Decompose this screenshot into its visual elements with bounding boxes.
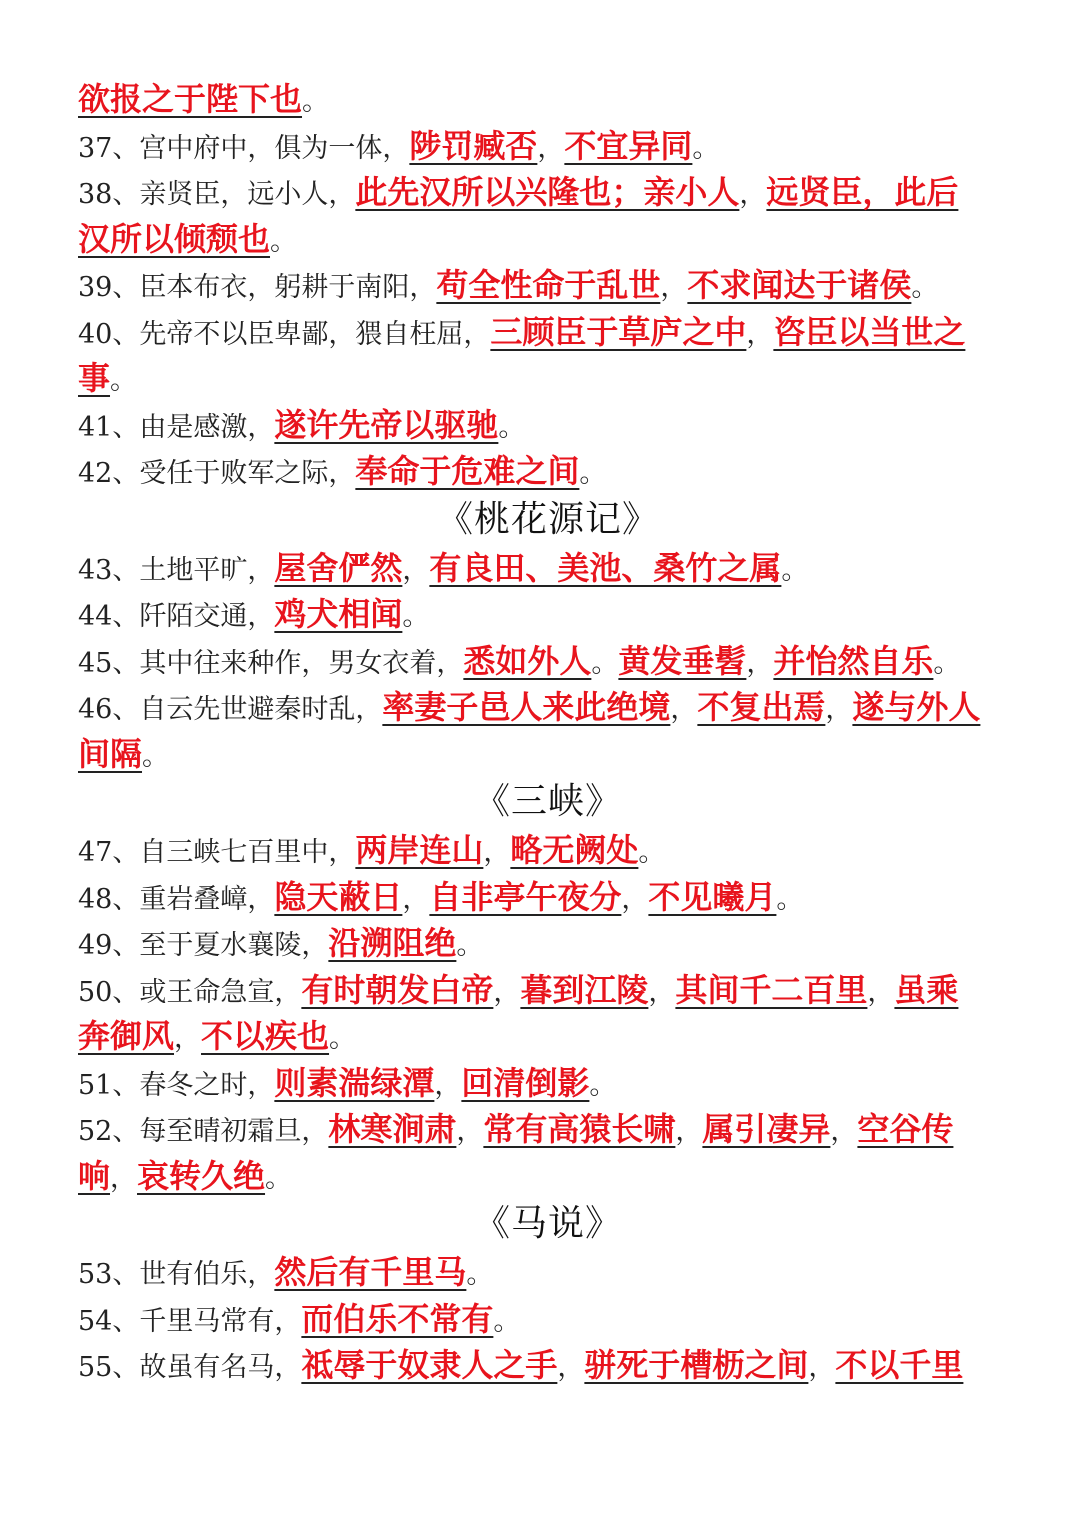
answer-text: 不见曦月 [648,877,777,916]
answer-text: 奉命于危难之间 [355,452,580,490]
answer-text: 欲报之于陛下也 [78,80,303,118]
answer-text: 咨臣以当世之 [773,312,966,351]
prompt-text: 。 [579,458,607,489]
text-line [78,1249,1018,1296]
answer-text: 其间千二百里 [675,970,868,1009]
prompt-text: 。 [456,930,484,961]
prompt-text: ， [557,1352,585,1383]
answer-text: 暮到江陵 [520,970,649,1009]
answer-text: 两岸连山 [355,831,484,869]
section-title: 《三峡》 [473,781,622,822]
answer-text: 祗辱于奴隶人之手 [301,1346,558,1384]
answer-text: 不求闻达于诸侯 [687,266,912,304]
prompt-text: ， [174,1023,202,1054]
answer-text: 自非亭午夜分 [429,877,622,916]
text-line [78,448,1018,495]
prompt-text: ， [867,976,895,1008]
text-line [78,169,1018,216]
answer-text: 此先汉所以兴隆也；亲小人 [355,173,740,211]
prompt-text: 。 [265,1162,293,1194]
prompt-text: 。 [591,647,619,679]
prompt-text: ， [402,883,430,915]
text-line [78,874,1018,921]
prompt-text: ， [110,1162,138,1194]
answer-text: 不以千里 [835,1346,964,1384]
document-body [78,76,1018,1389]
answer-text: 则素湍绿潭 [274,1063,435,1102]
prompt-text: 43、土地平旷， [78,554,275,586]
prompt-text: 。 [466,1259,494,1290]
answer-text: 回清倒影 [461,1063,590,1102]
prompt-text: ， [402,554,430,586]
prompt-text: 。 [692,132,720,164]
text-line [78,1296,1018,1343]
answer-text: 并怡然自乐 [773,641,934,680]
prompt-text: 。 [589,1069,617,1101]
answer-text: 鸡犬相闻 [274,595,403,633]
answer-text: 哀转久绝 [137,1156,266,1195]
prompt-text: 40、先帝不以臣卑鄙，猥自枉屈， [78,318,491,350]
answer-text: 虽乘 [894,970,959,1009]
prompt-text: ， [739,179,767,210]
prompt-text: ， [493,976,521,1008]
text-line [78,355,1018,402]
answer-text: 遂许先帝以驱驰 [274,405,499,444]
section-title: 《马说》 [473,1203,622,1244]
prompt-text: 41、由是感激， [78,411,275,443]
answer-text: 黄发垂髫 [618,641,747,680]
prompt-text: ， [670,694,698,725]
text-line [78,638,1018,685]
answer-text: 率妻子邑人来此绝境 [382,688,671,726]
prompt-text: 。 [142,740,170,772]
prompt-text: 38、亲贤臣，远小人， [78,179,356,210]
answer-text: 隐天蔽日 [274,877,403,916]
prompt-text: 。 [933,647,961,679]
prompt-text: 54、千里马常有， [78,1305,302,1337]
prompt-text: 39、臣本布衣，躬耕于南阳， [78,272,437,303]
prompt-text: 55、故虽有名马， [78,1352,302,1383]
prompt-text: ， [456,1116,484,1147]
answer-text: 遂与外人 [852,688,981,726]
answer-text: 奔御风 [78,1017,175,1055]
text-line [78,1013,1018,1060]
answer-text: 三顾臣于草庐之中 [490,312,747,351]
prompt-text: 49、至于夏水襄陵， [78,930,329,961]
prompt-text: 42、受任于败军之际， [78,458,356,489]
text-line [78,684,1018,731]
text-line [78,920,1018,967]
text-line [78,76,1018,123]
answer-text: 然后有千里马 [274,1253,467,1291]
text-line [78,545,1018,592]
answer-text: 属引凄异 [702,1110,831,1148]
prompt-text: 45、其中往来种作，男女衣着， [78,647,464,679]
answer-text: 陟罚臧否 [409,126,538,165]
answer-text: 有时朝发白帝 [301,970,494,1009]
text-line [78,1060,1018,1107]
answer-text: 悉如外人 [463,641,592,680]
answer-text: 间隔 [78,734,143,773]
text-line [78,731,1018,778]
prompt-text: ， [746,647,774,679]
prompt-text: 。 [638,837,666,868]
answer-text: 汉所以倾颓也 [78,219,271,258]
prompt-text: 46、自云先世避秦时乱， [78,694,383,725]
text-line [78,262,1018,309]
answer-text: 事 [78,359,111,397]
answer-text: 屋舍俨然 [274,548,403,587]
answer-text: 苟全性命于乱世 [436,266,661,304]
prompt-text: 。 [776,883,804,915]
prompt-text: ， [434,1069,462,1101]
prompt-text: ， [825,694,853,725]
prompt-text: 。 [402,601,430,632]
prompt-text: 44、阡陌交通， [78,601,275,632]
answer-text: 略无阙处 [510,831,639,869]
prompt-text: ， [830,1116,858,1147]
prompt-text: 52、每至晴初霜旦， [78,1116,329,1147]
answer-text: 空谷传 [857,1110,954,1148]
answer-text: 林寒涧肃 [328,1110,457,1148]
prompt-text: 53、世有伯乐， [78,1259,275,1290]
text-line [78,591,1018,638]
answer-text: 有良田、美池、桑竹之属 [429,548,782,587]
prompt-text: 47、自三峡七百里中， [78,837,356,868]
prompt-text: ， [483,837,511,868]
prompt-text: 51、春冬之时， [78,1069,275,1101]
section-title: 《桃花源记》 [436,498,659,540]
answer-text: 常有高猿长啸 [483,1110,676,1148]
prompt-text: 37、宫中府中，俱为一体， [78,132,410,164]
text-line [78,309,1018,356]
text-line [78,1342,1018,1389]
text-line [78,402,1018,449]
text-line [78,123,1018,170]
text-line [78,1153,1018,1200]
text-line [78,827,1018,874]
prompt-text: 。 [498,411,526,443]
prompt-text: 。 [270,225,298,257]
prompt-text: 。 [329,1023,357,1054]
prompt-text: 48、重岩叠嶂， [78,883,275,915]
prompt-text: ， [675,1116,703,1147]
answer-text: 不以疾也 [201,1017,330,1055]
answer-text: 不复出焉 [697,688,826,726]
answer-text: 不宜异同 [564,126,693,165]
answer-text: 远贤臣，此后 [766,173,959,211]
answer-text: 沿溯阻绝 [328,924,457,962]
prompt-text: ， [660,272,688,303]
prompt-text: 。 [110,365,138,396]
answer-text: 响 [78,1156,111,1195]
prompt-text: ， [746,318,774,350]
prompt-text: ， [537,132,565,164]
prompt-text: ， [621,883,649,915]
prompt-text: 。 [911,272,939,303]
prompt-text: ， [808,1352,836,1383]
prompt-text: 。 [302,86,330,117]
text-line [78,216,1018,263]
answer-text: 骈死于槽枥之间 [584,1346,809,1384]
prompt-text: 50、或王命急宣， [78,976,302,1008]
prompt-text: 。 [493,1305,521,1337]
text-line [78,967,1018,1014]
prompt-text: 。 [781,554,809,586]
answer-text: 而伯乐不常有 [301,1299,494,1338]
text-line [78,1106,1018,1153]
prompt-text: ， [648,976,676,1008]
